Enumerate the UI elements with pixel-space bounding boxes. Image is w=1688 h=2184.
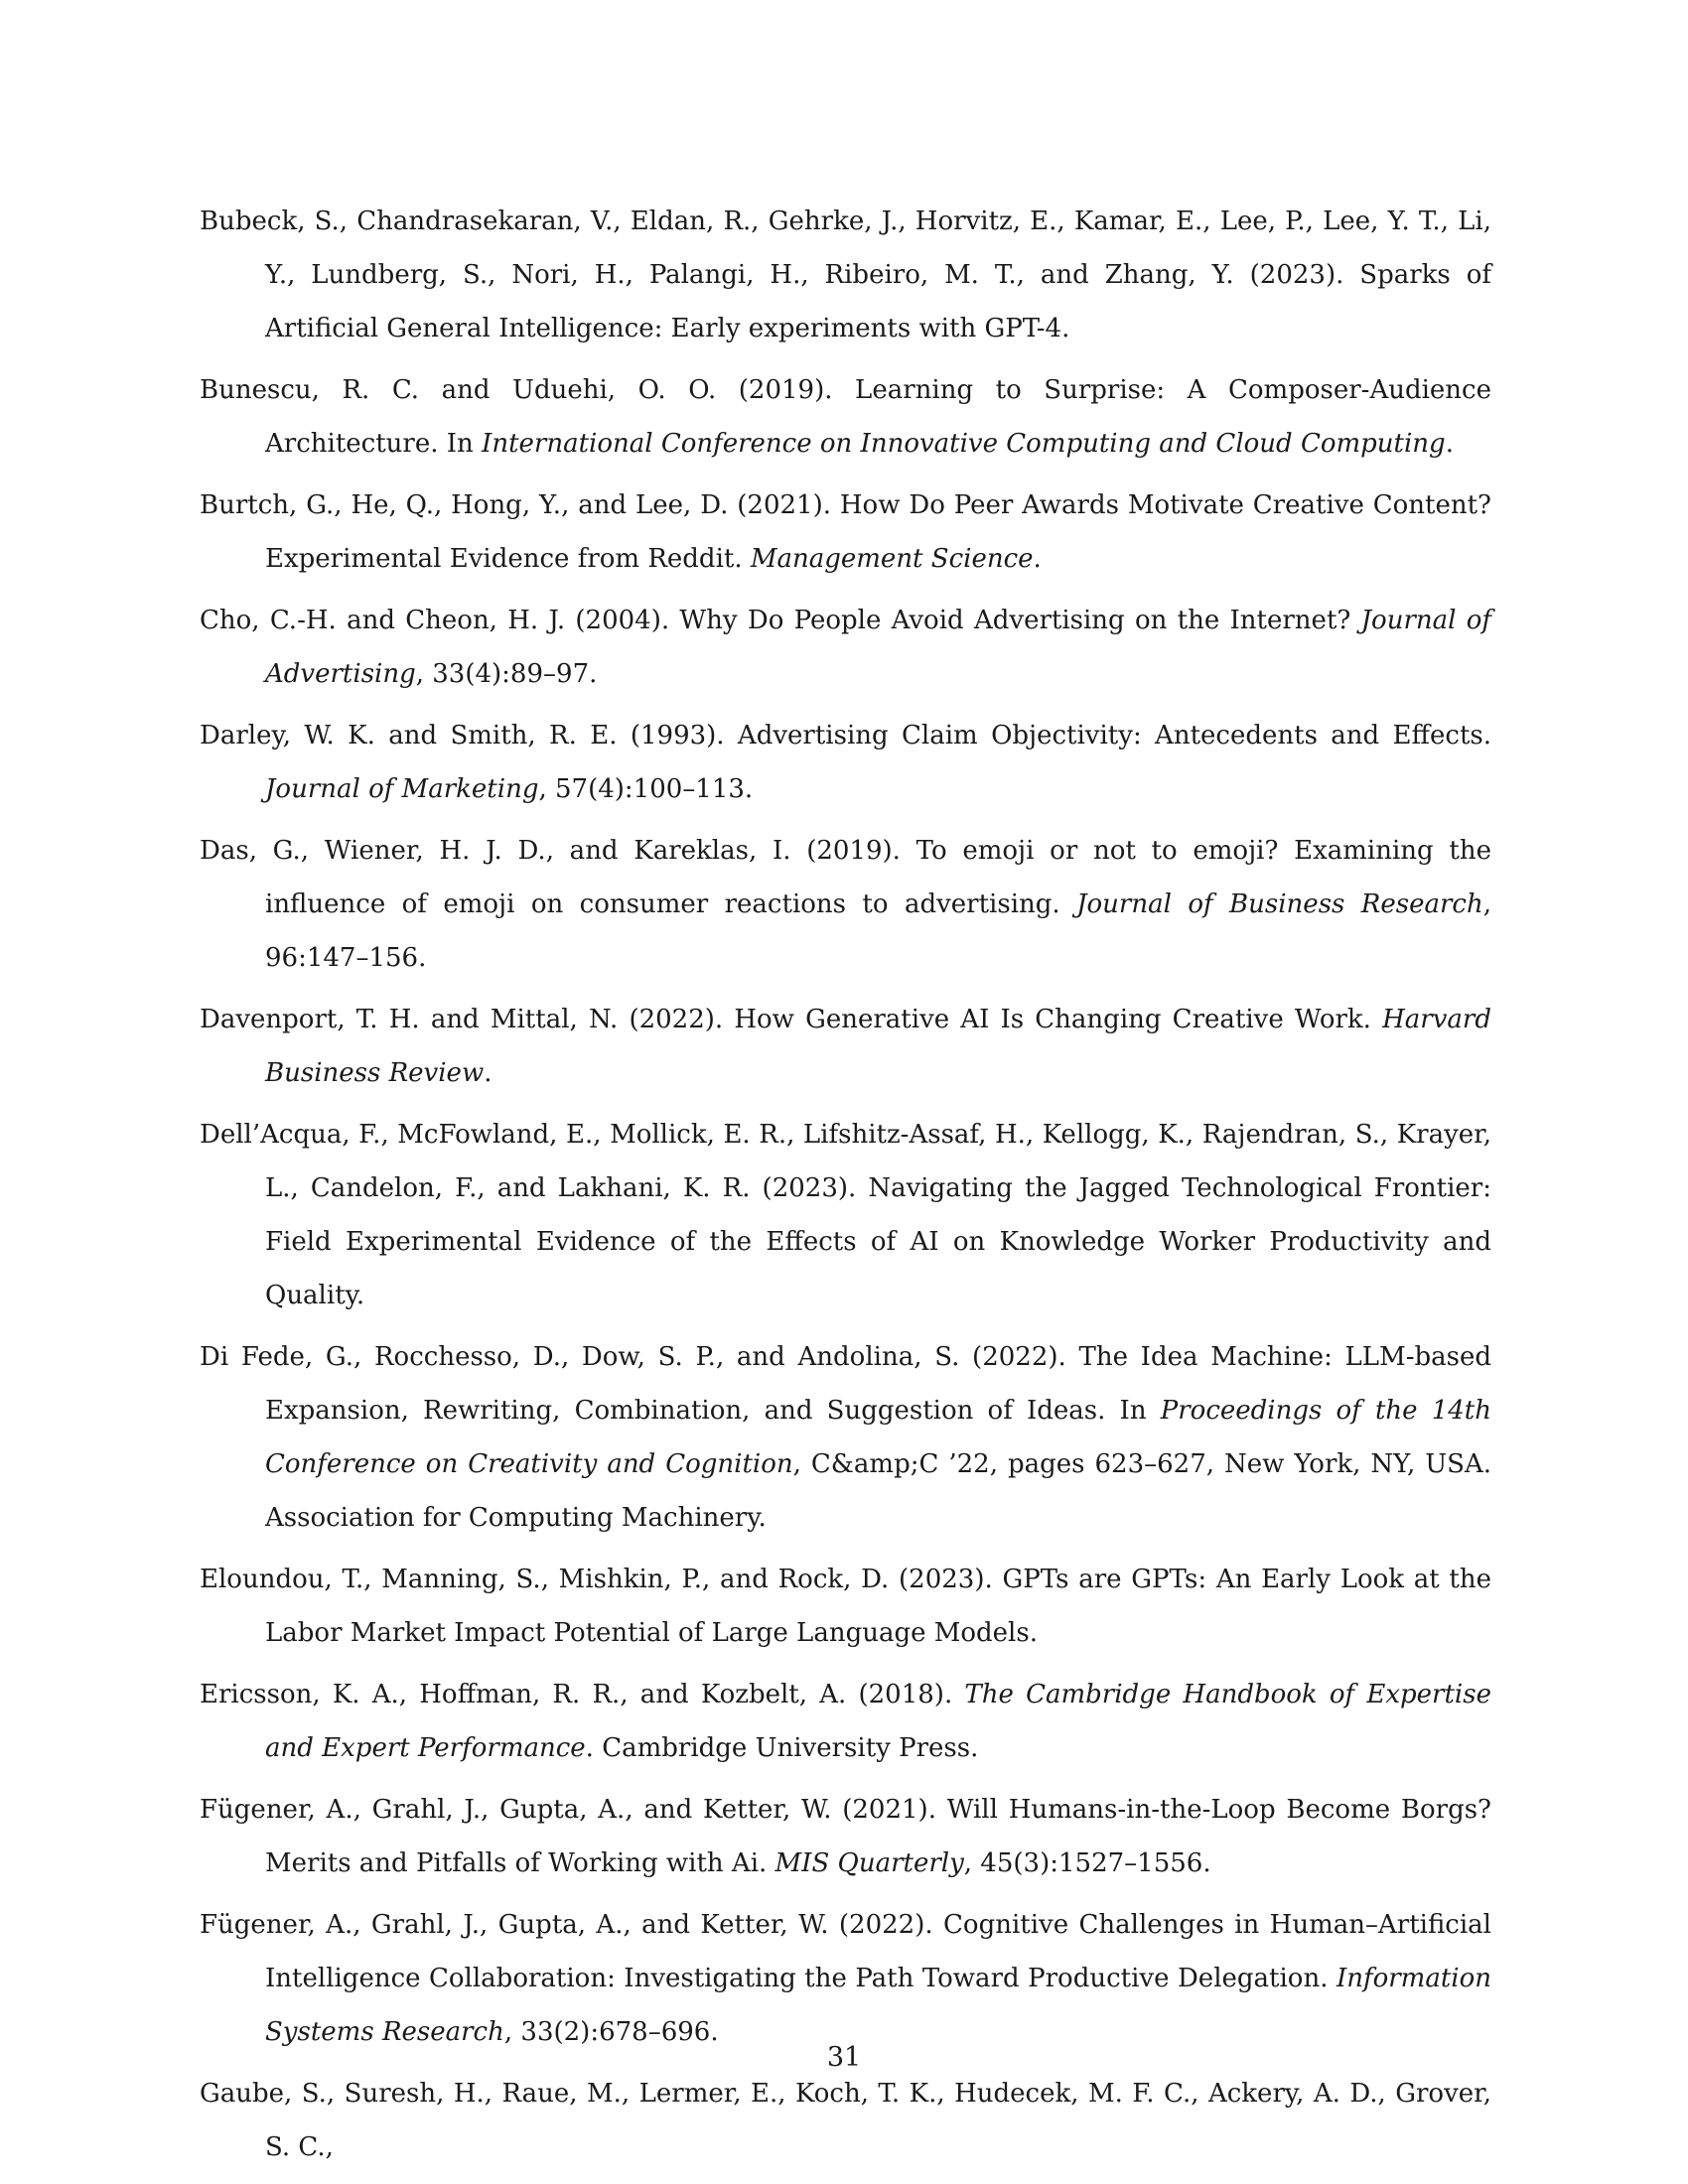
reference-entry	[200, 993, 1491, 1100]
reference-venue: Proceedings of the 14th Conference on Creativity and Cognition	[265, 1396, 1491, 1479]
reference-text: Fügener, A., Grahl, J., Gupta, A., and Ketter, W. (2021). Will Humans-in-the-Loop Become Borgs? Merits and Pitfalls of Working with Ai.	[200, 1795, 1491, 1878]
reference-tail: , 57(4):100–113.	[538, 774, 754, 804]
reference-tail: . Cambridge University Press.	[585, 1733, 979, 1763]
reference-entry	[200, 363, 1491, 471]
page-number: 31	[826, 2042, 862, 2073]
reference-tail: , C&amp;C ’22, pages 623–627, New York, NY, USA. Association for Computing Machinery.	[265, 1449, 1491, 1533]
reference-text: Cho, C.-H. and Cheon, H. J. (2004). Why Do People Avoid Advertising on the Internet?	[200, 606, 1361, 635]
reference-tail: , 33(4):89–97.	[415, 659, 598, 689]
reference-entry	[200, 1330, 1491, 1545]
reference-entry	[200, 1898, 1491, 2059]
reference-tail: , 45(3):1527–1556.	[963, 1848, 1211, 1878]
reference-text: Davenport, T. H. and Mittal, N. (2022). How Generative AI Is Changing Creative Work.	[200, 1005, 1383, 1034]
reference-entry	[200, 1668, 1491, 1775]
reference-entry	[200, 1783, 1491, 1890]
reference-text: Gaube, S., Suresh, H., Raue, M., Lermer, E., Koch, T. K., Hudecek, M. F. C., Ackery, A. D., Grover, S. C.,	[200, 2079, 1491, 2162]
reference-entry	[200, 2067, 1491, 2174]
reference-text: Burtch, G., He, Q., Hong, Y., and Lee, D. (2021). How Do Peer Awards Motivate Creative Content? Experimental Evidence from Reddit.	[200, 490, 1491, 574]
reference-tail: , 96:147–156.	[265, 889, 1491, 973]
reference-text: Darley, W. K. and Smith, R. E. (1993). Advertising Claim Objectivity: Antecedents and Effects.	[200, 721, 1491, 751]
reference-list	[200, 195, 1491, 2182]
reference-entry	[200, 1553, 1491, 1660]
reference-entry	[200, 594, 1491, 701]
reference-text: Bubeck, S., Chandrasekaran, V., Eldan, R., Gehrke, J., Horvitz, E., Kamar, E., Lee, P., Lee, Y. T., Li, Y., Lundberg, S., Nori, H., Palangi, H., Ribeiro, M. T., and Zhang, Y. (2023). Sparks of Artificial General Intelligence: Early experiments with GPT-4.	[200, 206, 1491, 343]
reference-text: Das, G., Wiener, H. J. D., and Kareklas, I. (2019). To emoji or not to emoji? Examining the influence of emoji on consumer reactions to advertising.	[200, 836, 1491, 919]
reference-venue: MIS Quarterly	[774, 1848, 964, 1878]
reference-venue: Journal of Business Research	[1076, 889, 1483, 919]
reference-entry	[200, 1108, 1491, 1322]
reference-tail: .	[1445, 429, 1454, 459]
reference-text: Ericsson, K. A., Hoffman, R. R., and Kozbelt, A. (2018).	[200, 1680, 965, 1709]
reference-entry	[200, 709, 1491, 816]
reference-venue: Management Science	[750, 544, 1034, 574]
reference-venue: International Conference on Innovative Computing and Cloud Computing	[482, 429, 1446, 459]
reference-venue: Information Systems Research	[265, 1964, 1491, 2047]
reference-entry	[200, 824, 1491, 985]
reference-text: Fügener, A., Grahl, J., Gupta, A., and Ketter, W. (2022). Cognitive Challenges in Human–Artificial Intelligence Collaboration: Investigating the Path Toward Productive Delegation.	[200, 1910, 1491, 1993]
reference-tail: .	[1033, 544, 1042, 574]
reference-text: Di Fede, G., Rocchesso, D., Dow, S. P., and Andolina, S. (2022). The Idea Machine: LLM-based Expansion, Rewriting, Combination, and Suggestion of Ideas. In	[200, 1342, 1491, 1426]
reference-text: Bunescu, R. C. and Uduehi, O. O. (2019). Learning to Surprise: A Composer-Audience Architecture. In	[200, 375, 1491, 459]
reference-entry	[200, 478, 1491, 586]
reference-venue: Journal of Advertising	[265, 606, 1491, 689]
reference-tail: .	[484, 1058, 492, 1088]
reference-venue: Journal of Marketing	[265, 774, 539, 804]
reference-entry	[200, 195, 1491, 355]
reference-venue: Harvard Business Review	[265, 1005, 1491, 1088]
reference-tail: , 33(2):678–696.	[503, 2017, 719, 2047]
reference-text: Eloundou, T., Manning, S., Mishkin, P., and Rock, D. (2023). GPTs are GPTs: An Early Look at the Labor Market Impact Potential of Large Language Models.	[200, 1565, 1491, 1648]
reference-text: Dell’Acqua, F., McFowland, E., Mollick, E. R., Lifshitz-Assaf, H., Kellogg, K., Rajendran, S., Krayer, L., Candelon, F., and Lakhani, K. R. (2023). Navigating the Jagged Technological Frontier: Field Experimental Evidence of the Effects of AI on Knowledge Worker Productivity and Quality.	[200, 1120, 1491, 1310]
reference-venue: The Cambridge Handbook of Expertise and Expert Performance	[265, 1680, 1491, 1763]
